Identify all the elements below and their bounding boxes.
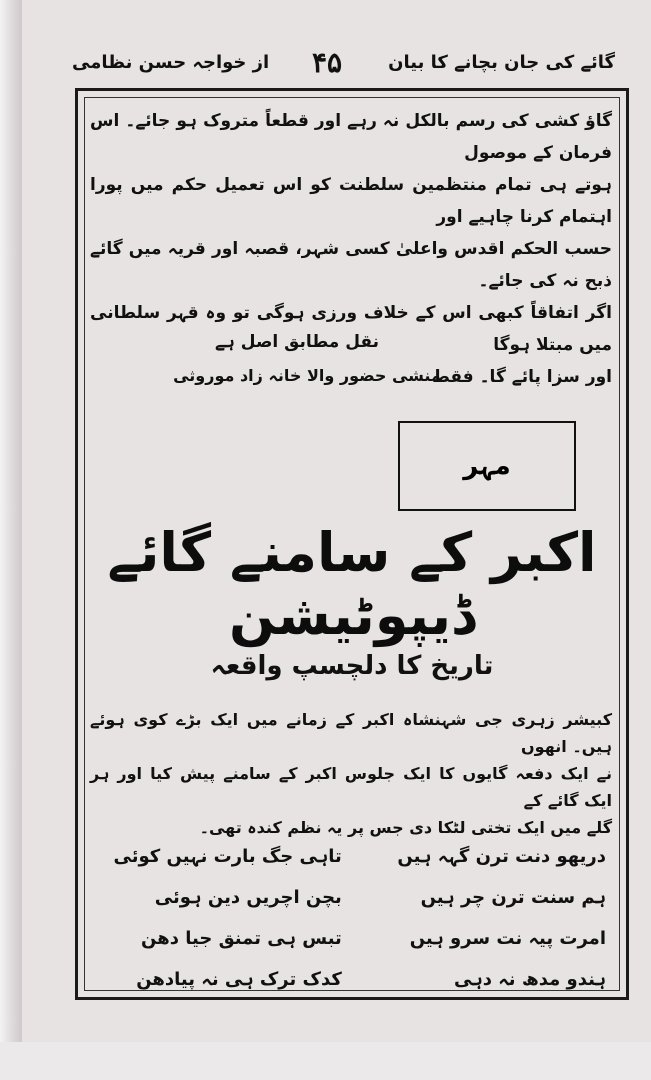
intro-line: نے ایک دفعہ گایوں کا ایک جلوس اکبر کے سامنے پیش کیا اور ہر ایک گائے کے	[90, 764, 612, 810]
poem-verse	[98, 918, 606, 959]
page-bottom-margin	[0, 1042, 651, 1080]
poem-hemistich-left: تاہی جگ بارت نہیں کوئی	[113, 846, 342, 867]
text-frame	[75, 88, 629, 1000]
signatory-line: منشی حضور والا خانہ زاد موروثی	[173, 366, 441, 385]
header-chapter-title: گائے کی جان بچانے کا بیان	[388, 52, 615, 73]
intro-line: گلے میں ایک تختی لٹکا دی جس پر یہ نظم کندہ تھی۔	[199, 818, 612, 837]
poem-hemistich-left: کدک ترک ہی نہ پیادھن	[136, 969, 342, 990]
poem-hemistich-right: ہندو مدھ نہ دہی	[454, 969, 606, 990]
poem-hemistich-left: بچن اچریں دین ہوئی	[154, 887, 342, 908]
attestation-line: نقل مطابق اصل ہے	[214, 332, 380, 352]
poem-hemistich-right: ہم سنت ترن چر ہیں	[420, 887, 606, 908]
page-number: ۴۵	[312, 46, 343, 79]
intro-line: کبیشر زہری جی شہنشاہ اکبر کے زمانے میں ایک بڑے کوی ہوئے ہیں۔ انھوں	[90, 710, 612, 756]
poem-hemistich-right: دریھو دنت ترن گہہ ہیں	[397, 846, 606, 867]
decree-line: گاؤ کشی کی رسم بالکل نہ رہے اور قطعاً متروک ہو جائے۔ اس فرمان کے موصول	[90, 111, 612, 163]
seal-label: مہر	[463, 451, 511, 481]
running-header	[72, 46, 631, 86]
poem-verse	[98, 959, 606, 1000]
poem-verse	[98, 877, 606, 918]
poem-hemistich-left: تبس ہی تمنق جیا دھن	[141, 928, 342, 949]
article-title: اکبر کے سامنے گائے ڈیپوٹیشن	[107, 521, 597, 647]
decree-line: ہوتے ہی تمام منتظمین سلطنت کو اس تعمیل حکم میں پورا اہتمام کرنا چاہیے اور	[90, 175, 612, 227]
seal-box	[398, 421, 576, 511]
header-author: از خواجہ حسن نظامی	[72, 52, 270, 73]
intro-text	[90, 706, 612, 841]
decree-line: اگر اتفاقاً کبھی اس کے خلاف ورزی ہوگی تو وہ قہر سلطانی میں مبتلا ہوگا	[90, 303, 612, 355]
page-gutter	[0, 0, 22, 1080]
poem-hemistich-right: امرت پیہ نت سرو ہیں	[409, 928, 606, 949]
decree-line: حسب الحکم اقدس واعلیٰ کسی شہر، قصبہ اور قریہ میں گائے ذبح نہ کی جائے۔	[90, 239, 612, 291]
article-subtitle: تاریخ کا دلچسپ واقعہ	[210, 651, 494, 681]
decree-line: اور سزا پائے گا۔ فقط	[432, 367, 612, 387]
poem-verse	[98, 836, 606, 877]
poem	[98, 836, 606, 1000]
